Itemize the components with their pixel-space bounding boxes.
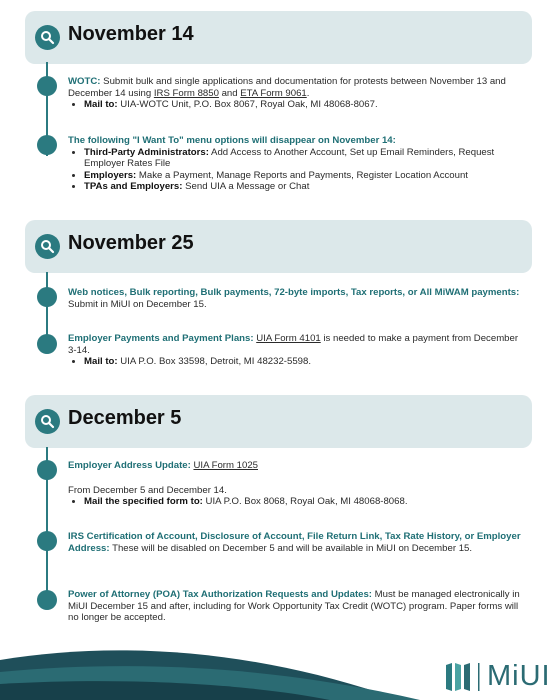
eta-form-9061-link[interactable]: ETA Form 9061 — [240, 87, 307, 99]
item-text: From December 5 and December 14. — [68, 484, 227, 496]
section-header-dec5 — [25, 395, 532, 448]
bullet-list — [68, 356, 528, 368]
section-header-nov25 — [25, 220, 532, 273]
timeline-dot — [37, 590, 57, 610]
search-icon — [35, 409, 60, 434]
item-irs-certification — [68, 531, 528, 554]
search-icon — [35, 25, 60, 50]
list-item: • Mail to: UIA-WOTC Unit, P.O. Box 8067, Royal Oak, MI 48068-8067. — [84, 99, 528, 111]
timeline-dot — [37, 76, 57, 96]
uia-form-4101-link[interactable]: UIA Form 4101 — [256, 333, 321, 344]
timeline-dot — [37, 135, 57, 155]
section-title: November 14 — [68, 23, 194, 45]
list-item: • Mail the specified form to: UIA P.O. Box 8068, Royal Oak, MI 48068-8068. — [84, 496, 528, 508]
timeline-dot — [37, 287, 57, 307]
section-title: November 25 — [68, 232, 194, 254]
bullet-list — [68, 147, 528, 193]
item-employer-payments — [68, 333, 528, 368]
section-title: December 5 — [68, 407, 182, 429]
list-item: • Employers: Make a Payment, Manage Reports and Payments, Register Location Account — [84, 170, 528, 182]
section-header-nov14 — [25, 11, 532, 64]
item-text: Submit in MiUI on December 15. — [68, 298, 207, 310]
item-address-update — [68, 460, 528, 508]
item-text: and — [218, 87, 241, 99]
item-lead: The following "I Want To" menu options will disappear on November 14: — [68, 135, 396, 146]
uia-form-1025-link[interactable]: UIA Form 1025 — [193, 460, 258, 471]
list-item: • TPAs and Employers: Send UIA a Message or Chat — [84, 181, 528, 193]
timeline-dot — [37, 531, 57, 551]
bullet-list — [68, 99, 528, 111]
list-item: • Third-Party Administrators: Add Access to Another Account, Set up Email Reminders, Request Employer Rates File — [84, 147, 528, 170]
miui-logo-icon — [444, 661, 484, 693]
item-text: Must be managed electronically in MiUI December 15 and after, including for Work Opportunity Tax Credit (WOTC) program. Paper forms will no longer be accepted. — [68, 589, 520, 624]
list-item: • Mail to: UIA P.O. Box 33598, Detroit, MI 48232-5598. — [84, 356, 528, 368]
item-text: These will be disabled on December 5 and will be available in MiUI on December 15. — [109, 542, 473, 554]
item-lead: IRS Certification of Account, Disclosure of Account, File Return Link, Tax Rate History, or Employer Address: — [68, 531, 521, 554]
item-text: . — [306, 87, 310, 99]
miui-logo-text: MiUI — [487, 660, 551, 692]
irs-form-8850-link[interactable]: IRS Form 8850 — [153, 87, 219, 99]
item-poa — [68, 589, 528, 624]
item-lead: Power of Attorney (POA) Tax Authorization Requests and Updates: — [68, 589, 373, 600]
item-wotc — [68, 76, 528, 111]
item-text: is needed to make a payment from December 3-14. — [68, 333, 519, 356]
item-lead: WOTC: — [68, 76, 101, 87]
item-menu-options — [68, 135, 528, 193]
timeline-dot — [37, 460, 57, 480]
bullet-list — [68, 496, 528, 508]
item-web-notices — [68, 287, 528, 310]
item-lead: Employer Address Update: — [68, 460, 191, 471]
item-lead: Employer Payments and Payment Plans: — [68, 333, 254, 344]
search-icon — [35, 234, 60, 259]
timeline-dot — [37, 334, 57, 354]
item-text: Submit bulk and single applications and documentation for protests between November 13 and December 14 using — [68, 76, 506, 99]
item-lead: Web notices, Bulk reporting, Bulk payments, 72-byte imports, Tax reports, or All MiWAM payments: — [68, 287, 520, 298]
